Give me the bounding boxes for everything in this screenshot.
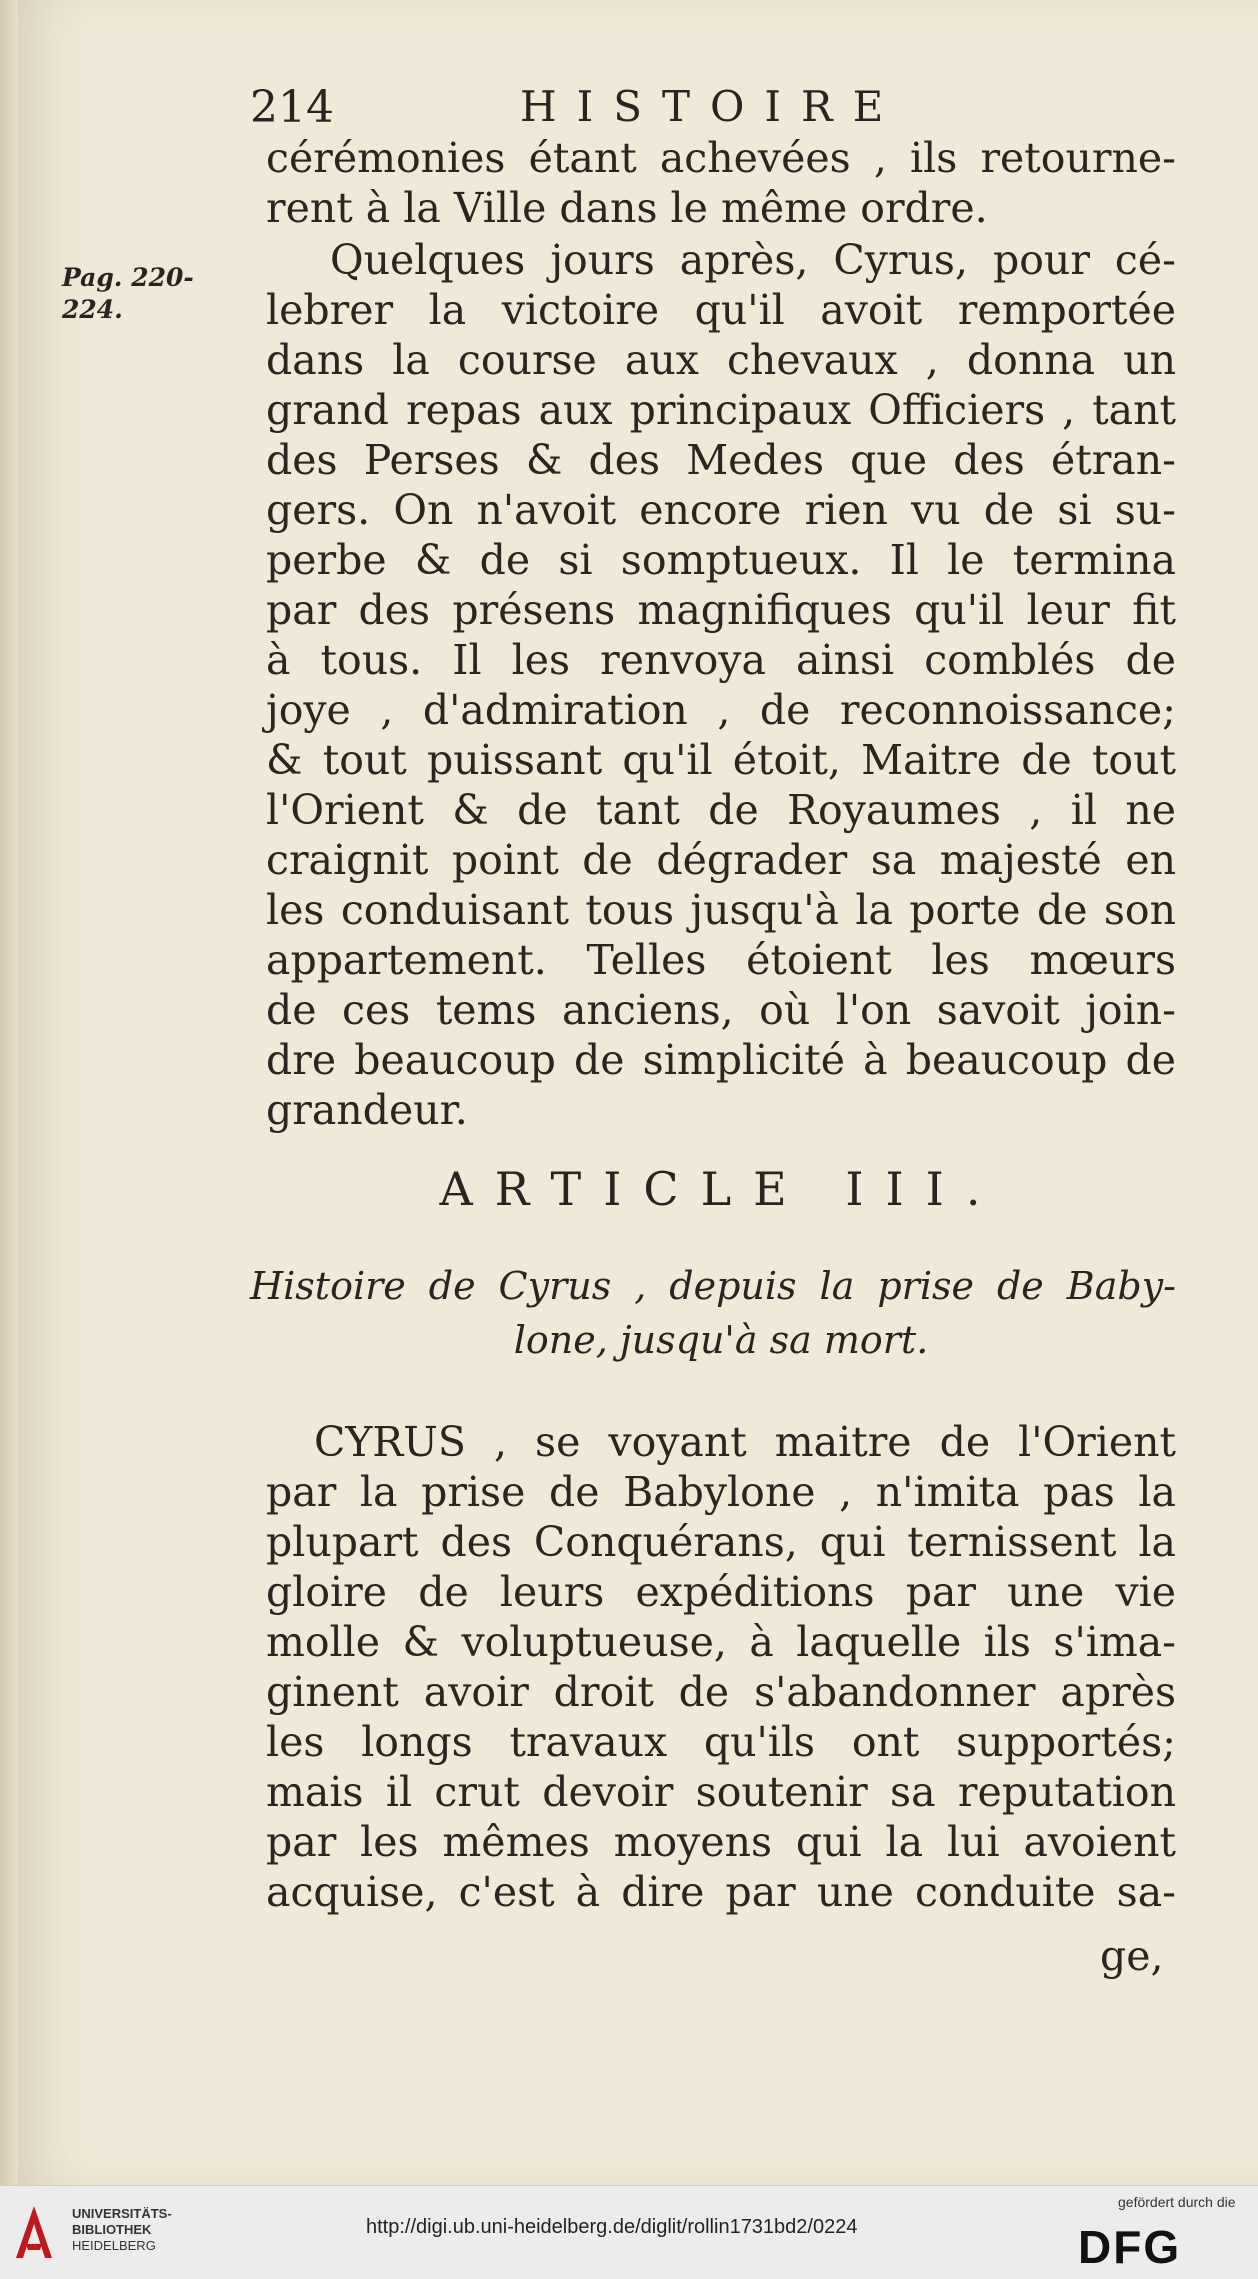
text-line: molle & voluptueuse, à laquelle ils s'ima- — [266, 1618, 1176, 1666]
page-header — [250, 82, 930, 142]
university-library-logo-icon — [12, 2200, 56, 2262]
text-line: grandeur. — [266, 1086, 468, 1134]
library-name-line2: BIBLIOTHEK — [72, 2222, 152, 2237]
text-line: gloire de leurs expéditions par une vie — [266, 1568, 1176, 1616]
text-line: gers. On n'avoit encore rien vu de si su- — [266, 486, 1176, 534]
text-line: les longs travaux qu'ils ont supportés; — [266, 1718, 1176, 1766]
text-line: par les mêmes moyens qui la lui avoient — [266, 1818, 1176, 1866]
article-heading: ARTICLE III. — [439, 1162, 1003, 1216]
text-line: dans la course aux chevaux , donna un — [266, 336, 1176, 384]
page-number: 214 — [250, 82, 334, 133]
dfg-logo: DFG — [1078, 2221, 1182, 2273]
text-line: grand repas aux principaux Officiers , tant — [266, 386, 1176, 434]
footer-bar — [0, 2185, 1258, 2279]
subtitle-line1: Histoire de Cyrus , depuis la prise de Baby- — [250, 1264, 1176, 1308]
text-line: de ces tems anciens, où l'on savoit join- — [266, 986, 1176, 1034]
text-line: l'Orient & de tant de Royaumes , il ne — [266, 786, 1176, 834]
text-line: par la prise de Babylone , n'imita pas la — [266, 1468, 1176, 1516]
text-line: lebrer la victoire qu'il avoit remportée — [266, 286, 1176, 334]
text-line: appartement. Telles étoient les mœurs — [266, 936, 1176, 984]
text-line: des Perses & des Medes que des étran- — [266, 436, 1176, 484]
library-name-line1: UNIVERSITÄTS- — [72, 2206, 172, 2221]
text-line: Quelques jours après, Cyrus, pour cé- — [330, 236, 1176, 284]
margin-note-line2: 224. — [62, 295, 123, 324]
text-line: acquise, c'est à dire par une conduite sa- — [266, 1868, 1176, 1916]
library-name — [72, 2206, 172, 2254]
text-line: plupart des Conquérans, qui ternissent la — [266, 1518, 1176, 1566]
permalink-url[interactable]: http://digi.ub.uni-heidelberg.de/diglit/rollin1731bd2/0224 — [366, 2216, 858, 2238]
running-title: HISTOIRE — [520, 82, 904, 131]
margin-note-line1: Pag. 220- — [62, 263, 194, 292]
text-line: par des présens magnifiques qu'il leur fit — [266, 586, 1176, 634]
text-line: les conduisant tous jusqu'à la porte de son — [266, 886, 1176, 934]
catchword: ge, — [1100, 1932, 1164, 1980]
text-line: à tous. Il les renvoya ainsi comblés de — [266, 636, 1176, 684]
text-line: joye , d'admiration , de reconnoissance; — [266, 686, 1176, 734]
text-line: CYRUS , se voyant maitre de l'Orient — [314, 1418, 1176, 1466]
page-gutter — [0, 0, 18, 2185]
subtitle-line2: lone, jusqu'à sa mort. — [513, 1318, 929, 1362]
text-line: perbe & de si somptueux. Il le termina — [266, 536, 1176, 584]
text-line: cérémonies étant achevées , ils retourne- — [266, 134, 1176, 182]
text-line: mais il crut devoir soutenir sa reputation — [266, 1768, 1176, 1816]
text-line: craignit point de dégrader sa majesté en — [266, 836, 1176, 884]
text-line: & tout puissant qu'il étoit, Maitre de tout — [266, 736, 1176, 784]
library-name-line3: HEIDELBERG — [72, 2238, 156, 2253]
funding-label: gefördert durch die — [1118, 2194, 1236, 2210]
text-line: ginent avoir droit de s'abandonner après — [266, 1668, 1176, 1716]
text-line: rent à la Ville dans le même ordre. — [266, 184, 988, 232]
text-line: dre beaucoup de simplicité à beaucoup de — [266, 1036, 1176, 1084]
